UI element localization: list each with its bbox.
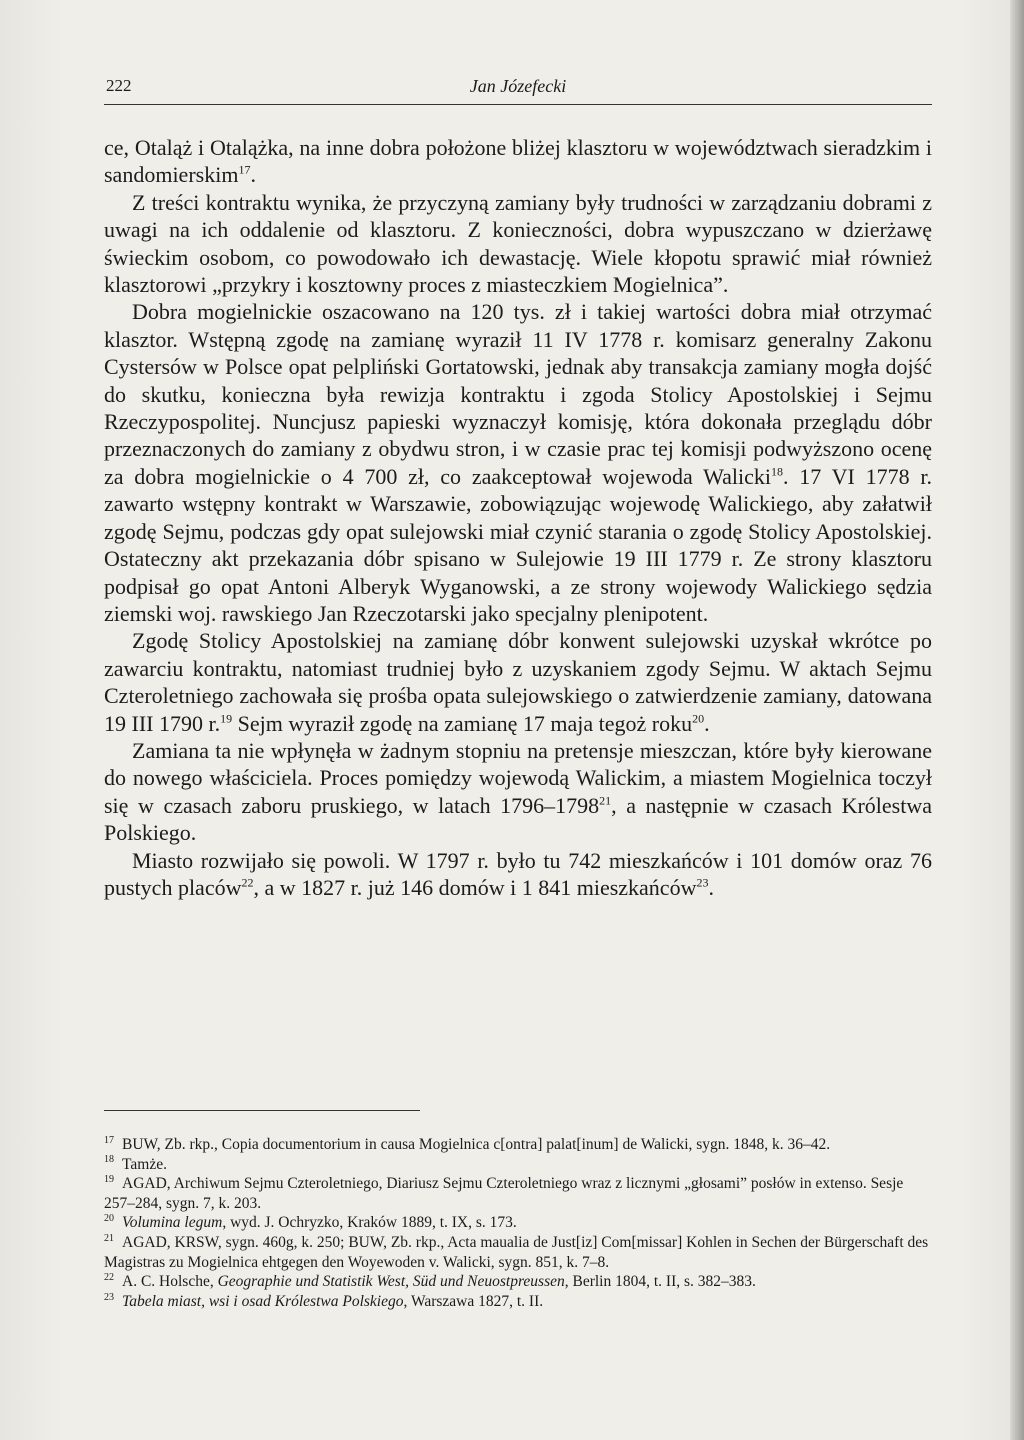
footnote-ref[interactable]: 17: [238, 163, 251, 178]
footnote: $^{23}$ Tabela miast, wsi i osad Królestwa Polskiego, Warszawa 1827, t. II.: [104, 1291, 544, 1310]
header-rule: [104, 104, 932, 105]
running-head-author: Jan Józefecki: [469, 76, 567, 96]
footnote: $^{18}$ Tamże.: [104, 1154, 167, 1173]
footnote: $^{21}$ AGAD, KRSW, sygn. 460g, k. 250; BUW, Zb. rkp., Acta maualia de Just[iz] Com[missar] Kohlen in Sechen der Bürgerschaft des Magistras zu Mogielnica ehtgegen den Woyewoden v. Walicki, sygn. 851, k. 7–8.: [104, 1232, 929, 1271]
footnote-separator: [104, 1110, 420, 1111]
footnote-ref[interactable]: 20: [692, 711, 705, 726]
main-text: [104, 134, 932, 901]
paragraph: Zgodę Stolicy Apostolskiej na zamianę dóbr konwent sulejowski uzyskał wkrótce po zawarciu kontraktu, natomiast trudniej było z uzyskaniem zgody Sejmu. W aktach Sejmu Czteroletniego zachowała się prośba opata sulejowskiego o zatwierdzenie zamiany, datowana 19 III 1790 r.$^{19}$ Sejm wyraził zgodę na zamianę 17 maja tegoż roku$^{20}$.: [104, 628, 932, 736]
footnote: $^{20}$ Volumina legum, wyd. J. Ochryzko, Kraków 1889, t. IX, s. 173.: [104, 1213, 517, 1232]
paragraph: Z treści kontraktu wynika, że przyczyną zamiany były trudności w zarządzaniu dobrami z uwagi na ich oddalenie od klasztoru. Z konieczności, dobra wypuszczano w dzierżawę świeckim osobom, co powodowało ich dewastację. Wiele kłopotu sprawić miał również klasztorowi „przykry i kosztowny proces z miasteczkiem Mogielnica”.: [104, 189, 932, 298]
footnote-ref[interactable]: 22: [241, 875, 254, 890]
paragraph: Miasto rozwijało się powoli. W 1797 r. było tu 742 mieszkańców i 101 domów oraz 76 pustych placów$^{22}$, a w 1827 r. już 146 domów i 1 841 mieszkańców$^{23}$.: [104, 847, 932, 900]
footnote-number: 20: [104, 1213, 114, 1225]
paragraph: Dobra mogielnickie oszacowano na 120 tys. zł i takiej wartości dobra miał otrzymać klasztor. Wstępną zgodę na zamianę wyraził 11 IV 1778 r. komisarz generalny Zakonu Cystersów w Polsce opat pelpliński Gortatowski, jednak aby transakcja zamiany mogła dojść do skutku, konieczna była rewizja kontraktu i zgoda Stolicy Apostolskiej i Sejmu Rzeczypospolitej. Nuncjusz papieski wyznaczył komisję, która dokonała przeglądu dóbr przeznaczonych do zamiany z obydwu stron, i w czasie prac tej komisji podwyższono ocenę za dobra mogielnickie o 4 700 zł, co zaakceptował wojewoda Walicki$^{18}$. 17 VI 1778 r. zawarto wstępny kontrakt w Warszawie, zobowiązując wojewodę Walickiego, aby załatwił zgodę Sejmu, podczas gdy opat sulejowski miał czynić starania o zgodę Stolicy Apostolskiej. Ostateczny akt przekazania dóbr spisano w Sulejowie 19 III 1779 r. Ze strony klasztoru podpisał go opat Antoni Alberyk Wyganowski, a ze strony wojewody Walickiego sędzia ziemski woj. rawskiego Jan Rzeczotarski jako specjalny plenipotent.: [104, 299, 932, 626]
footnote-number: 18: [104, 1154, 114, 1166]
footnote-number: 17: [104, 1134, 114, 1146]
footnote: $^{17}$ BUW, Zb. rkp., Copia documentorium in causa Mogielnica c[ontra] palat[inum] de Walicki, sygn. 1848, k. 36–42.: [104, 1134, 831, 1153]
footnote-number: 19: [104, 1174, 114, 1186]
footnotes: [104, 1135, 932, 1311]
footnote-number: 23: [104, 1291, 114, 1303]
page-edge-shadow: [1010, 0, 1024, 1440]
paragraph: Zamiana ta nie wpłynęła w żadnym stopniu na pretensje mieszczan, które były kierowane do nowego właściciela. Proces pomiędzy wojewodą Walickim, a miastem Mogielnica toczył się w czasach zaboru pruskiego, w latach 1796–1798$^{21}$, a następnie w czasach Królestwa Polskiego.: [104, 737, 932, 846]
footnote-ref[interactable]: 19: [220, 711, 233, 726]
running-header: [104, 76, 932, 106]
footnote-ref[interactable]: 23: [696, 875, 709, 890]
footnote-ref[interactable]: 21: [599, 793, 612, 808]
page-number: 222: [106, 76, 132, 95]
paragraph: ce, Otaląż i Otalążka, na inne dobra położone bliżej klasztoru w województwach sieradzkim i sandomierskim$^{17}$.: [104, 135, 932, 188]
footnote-ref[interactable]: 18: [770, 464, 783, 479]
footnote: $^{22}$ A. C. Holsche, Geographie und Statistik West, Süd und Neuostpreussen, Berlin 1804, t. II, s. 382–383.: [104, 1272, 756, 1291]
footnote-number: 22: [104, 1272, 114, 1283]
footnote-number: 21: [104, 1232, 114, 1244]
footnote: $^{19}$ AGAD, Archiwum Sejmu Czteroletniego, Diariusz Sejmu Czteroletniego wraz z licznymi „głosami” posłów in extenso. Sesje 257–284, sygn. 7, k. 203.: [104, 1174, 904, 1212]
